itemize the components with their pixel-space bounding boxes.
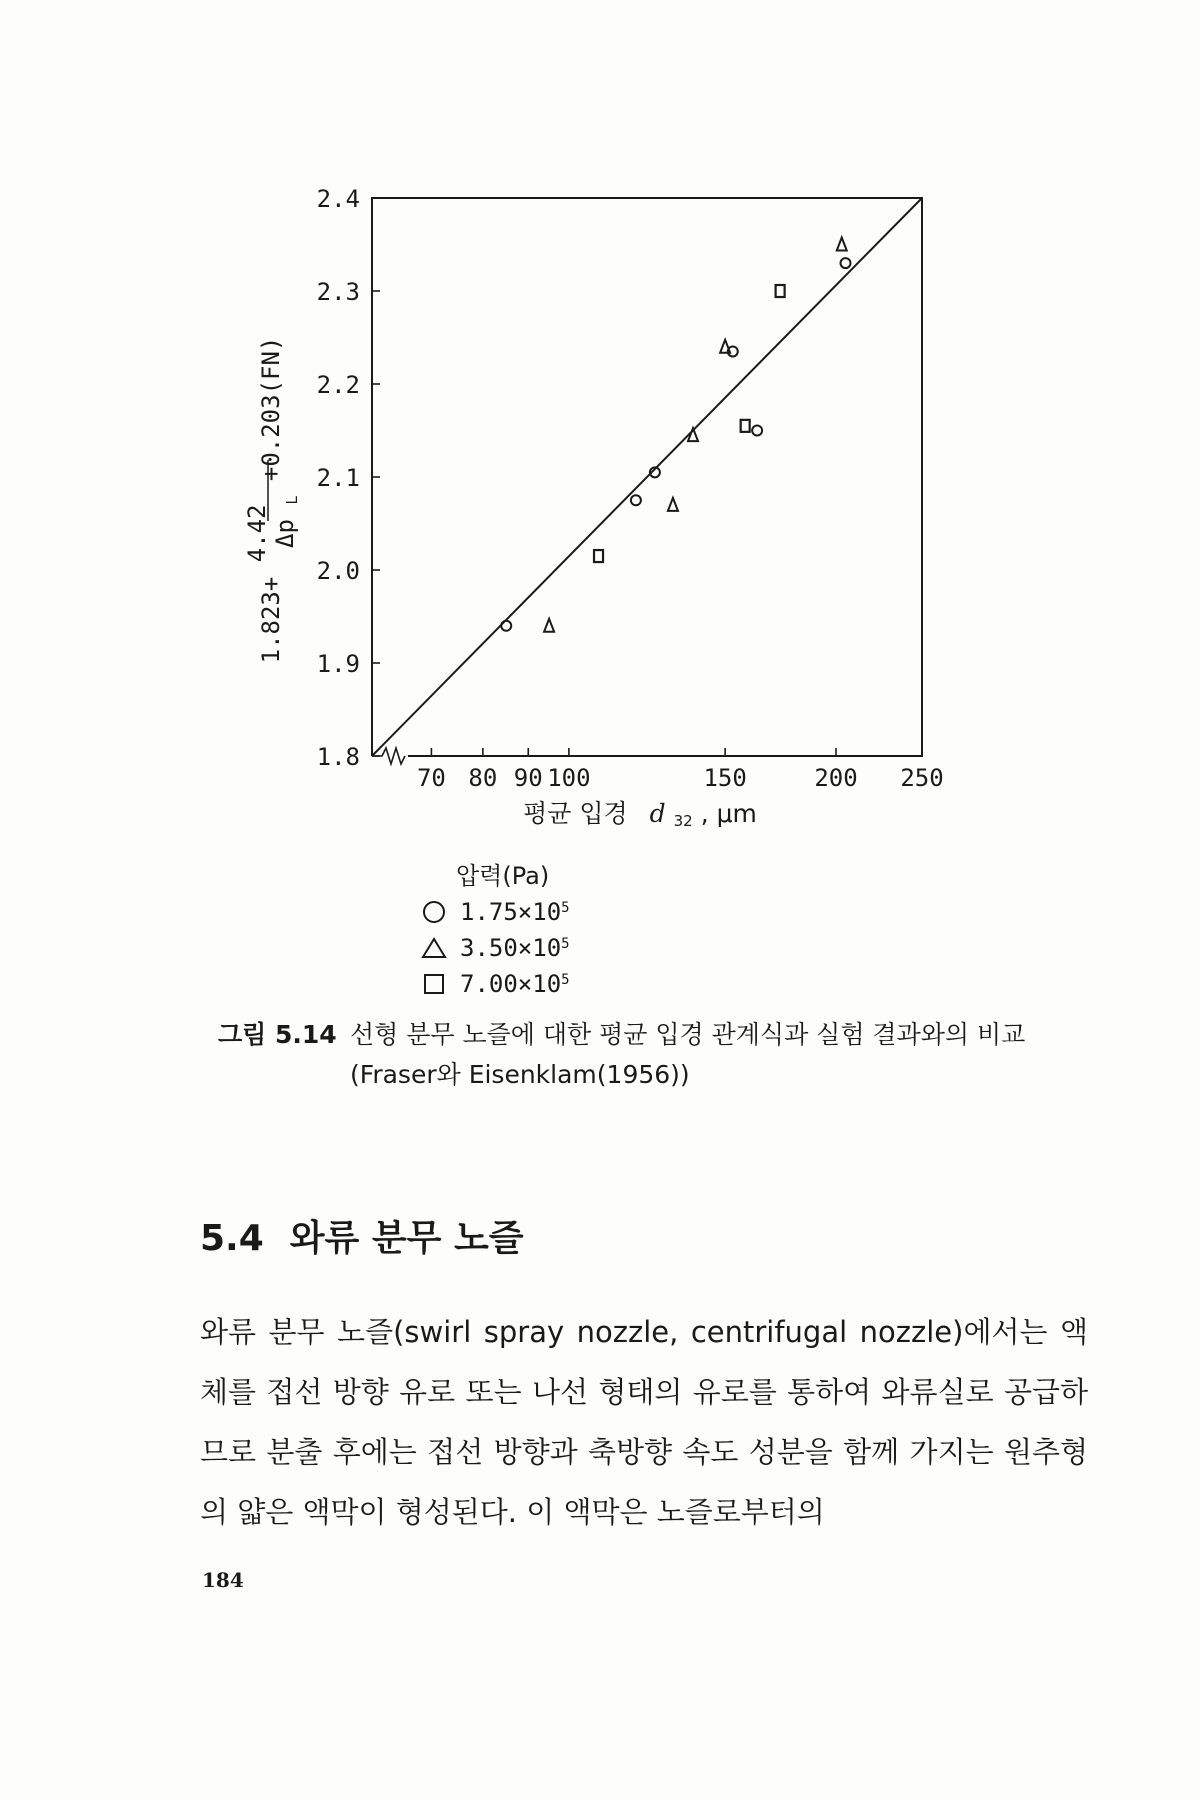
figure-caption xyxy=(218,1015,1118,1095)
legend xyxy=(418,858,570,1002)
data-point-triangle xyxy=(720,340,730,353)
x-tick-label: 90 xyxy=(513,764,543,792)
x-tick-label: 200 xyxy=(814,764,858,792)
data-point-circle xyxy=(752,426,762,436)
section-number: 5.4 xyxy=(200,1218,264,1259)
legend-label: $1.75\times 10^5$ xyxy=(460,898,570,926)
data-point-square xyxy=(741,420,750,432)
data-point-square xyxy=(776,285,785,297)
legend-label: $3.50\times 10^5$ xyxy=(460,934,570,962)
figure-number: 그림 5.14 xyxy=(218,1020,337,1049)
x-tick-label: 150 xyxy=(703,764,747,792)
data-point-circle xyxy=(501,621,511,631)
legend-item-circle xyxy=(418,894,570,930)
body-paragraph: 와류 분무 노즐(swirl spray nozzle, centrifugal nozzle)에서는 액체를 접선 방향 유로 또는 나선 형태의 유로를 통하여 와류실로 공급하므로 분출 후에는 접선 방향과 축방향 속도 성분을 함께 가지는 원추형의 얇은 액막이 형성된다. 이 액막은 노즐로부터의 xyxy=(200,1315,1088,1529)
data-point-circle xyxy=(841,258,851,268)
y-tick-label: 2.0 xyxy=(316,557,360,585)
x-axis-ticks xyxy=(417,748,944,792)
x-tick-label: 70 xyxy=(416,764,446,792)
caption-line-1: 선형 분무 노즐에 대한 평균 입경 관계식과 실험 결과와의 비교 xyxy=(350,1020,1026,1049)
fit-line xyxy=(372,198,922,756)
circle-marker-icon xyxy=(418,900,450,924)
data-point-circle xyxy=(631,495,641,505)
page-number: 184 xyxy=(202,1568,244,1592)
data-point-triangle xyxy=(837,238,847,251)
y-tick-label: 2.4 xyxy=(316,185,360,213)
data-point-square xyxy=(594,550,603,562)
y-tick-label: 2.3 xyxy=(316,278,360,306)
scatter-chart xyxy=(0,0,1200,860)
x-axis-label: 평균 입경 d 32 , μm xyxy=(523,799,757,830)
legend-item-triangle xyxy=(418,930,570,966)
legend-title: 압력(Pa) xyxy=(456,862,550,890)
square-marker-icon xyxy=(418,972,450,996)
data-point-triangle xyxy=(544,619,554,632)
legend-item-square xyxy=(418,966,570,1002)
x-tick-label: 100 xyxy=(547,764,591,792)
y-tick-label: 1.8 xyxy=(316,743,360,771)
data-point-triangle xyxy=(688,428,698,441)
y-tick-label: 2.1 xyxy=(316,464,360,492)
section-title: 와류 분무 노즐 xyxy=(289,1218,524,1259)
x-tick-label: 80 xyxy=(468,764,498,792)
y-axis-label: 1.823+ 4.42 Δp L +0.203(FN) xyxy=(243,336,301,664)
x-tick-label: 250 xyxy=(900,764,944,792)
triangle-marker-icon xyxy=(418,936,450,960)
fit-line-group xyxy=(372,198,922,756)
y-tick-label: 2.2 xyxy=(316,371,360,399)
caption-line-2: (Fraser와 Eisenklam(1956)) xyxy=(350,1060,690,1089)
data-point-triangle xyxy=(668,498,678,511)
y-tick-label: 1.9 xyxy=(316,650,360,678)
y-axis-ticks xyxy=(317,185,380,771)
legend-label: $7.00\times 10^5$ xyxy=(460,970,570,998)
section-heading xyxy=(200,1210,524,1261)
